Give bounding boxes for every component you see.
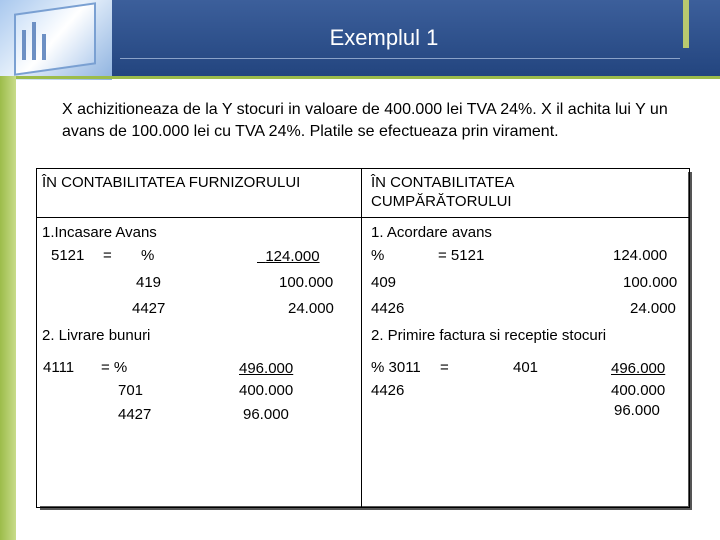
accent-bar xyxy=(683,0,689,48)
supplier-op2-total: 496.000 xyxy=(239,360,294,377)
buyer-header-line2: CUMPĂRĂTORULUI xyxy=(371,193,512,210)
buyer-op1-account2: 4426 xyxy=(371,300,405,317)
supplier-op1-debit: 5121 xyxy=(51,247,85,264)
buyer-op2-credit: 401 xyxy=(513,359,539,376)
chart-bar xyxy=(32,22,36,60)
buyer-header-line1: ÎN CONTABILITATEA xyxy=(371,174,515,191)
supplier-op2-debit: 4111 xyxy=(43,359,75,376)
supplier-op1-total-value: 124.000 xyxy=(265,248,320,265)
buyer-op1-value1: 100.000 xyxy=(623,274,678,291)
supplier-op2-title: 2. Livrare bunuri xyxy=(42,327,151,344)
accounting-table xyxy=(36,168,690,508)
supplier-op2-value2: 96.000 xyxy=(243,406,289,423)
left-accent-strip xyxy=(0,76,16,540)
buyer-op1-title: 1. Acordare avans xyxy=(371,224,492,241)
monitor-screen xyxy=(14,2,96,76)
buyer-op2-value2: 96.000 xyxy=(614,402,660,419)
column-divider xyxy=(361,169,362,507)
supplier-op2-account2: 4427 xyxy=(118,406,152,423)
chart-bar xyxy=(22,30,26,60)
supplier-op1-total xyxy=(257,248,320,265)
buyer-op1-account1: 409 xyxy=(371,274,397,291)
slide-title: Exemplul 1 xyxy=(329,25,439,50)
title-rule xyxy=(120,58,680,59)
intro-text: X achizitioneaza de la Y stocuri in valoare de 400.000 lei TVA 24%. X il achita lui Y un avans de 100.000 lei cu TVA 24%. Platile se efectueaza prin virament. xyxy=(62,101,668,140)
chart-bar xyxy=(42,34,46,60)
buyer-op2-debit-line: % 3011 xyxy=(371,359,421,376)
buyer-op2-value1: 400.000 xyxy=(611,382,666,399)
supplier-op1-title: 1.Incasare Avans xyxy=(42,224,157,241)
buyer-op2-equals: = xyxy=(440,359,449,376)
supplier-header: ÎN CONTABILITATEA FURNIZORULUI xyxy=(42,174,301,191)
supplier-op1-account2: 4427 xyxy=(132,300,166,317)
supplier-op2-equals-percent: = % xyxy=(101,359,128,376)
buyer-op2-account2: 4426 xyxy=(371,382,405,399)
header-divider-line xyxy=(37,217,689,218)
supplier-op1-equals: = xyxy=(103,247,112,264)
header-divider xyxy=(0,76,720,79)
supplier-op1-value1: 100.000 xyxy=(279,274,334,291)
supplier-op1-account1: 419 xyxy=(136,274,162,291)
supplier-op1-percent: % xyxy=(141,247,155,264)
buyer-op1-equals-credit: = 5121 xyxy=(438,247,485,264)
supplier-op2-value1: 400.000 xyxy=(239,382,294,399)
buyer-op1-value2: 24.000 xyxy=(630,300,676,317)
buyer-op2-title: 2. Primire factura si receptie stocuri xyxy=(371,327,607,344)
supplier-op1-value2: 24.000 xyxy=(288,300,334,317)
supplier-op2-account1: 701 xyxy=(118,382,144,399)
buyer-op2-total: 496.000 xyxy=(611,360,666,377)
monitor-image xyxy=(0,0,112,80)
buyer-op1-total: 124.000 xyxy=(613,247,668,264)
buyer-op1-percent: % xyxy=(371,247,385,264)
